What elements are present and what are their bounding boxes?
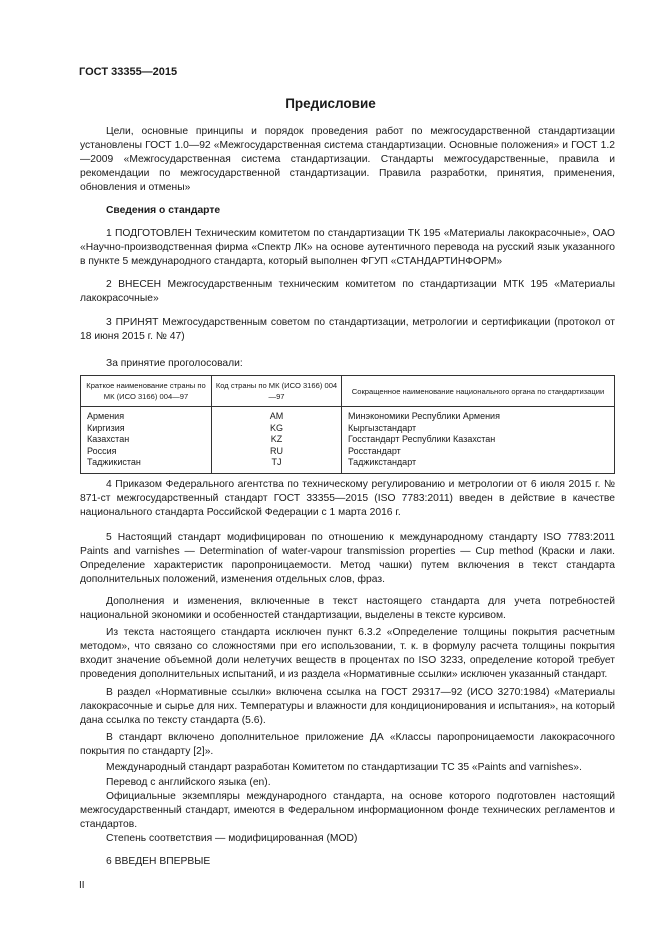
item-5-conformity-paragraph: Степень соответствия — модифицированная (MOD): [106, 833, 358, 844]
national-body-cell: Минэкономики Республики Армения: [342, 407, 615, 423]
vote-table: [80, 375, 615, 474]
item-5-additions-paragraph: Дополнения и изменения, включенные в текст настоящего стандарта для учета потребностей национальной экономики и особенностей стандартизации, выделены в тексте курсивом.: [80, 596, 615, 621]
country-code-cell: AM: [212, 407, 342, 423]
country-code-cell: KG: [212, 423, 342, 435]
page-title: Предисловие: [285, 96, 376, 111]
table-row: [81, 434, 615, 446]
item-1-paragraph: 1 ПОДГОТОВЛЕН Техническим комитетом по стандартизации ТК 195 «Материалы лакокрасочные», ОАО «Научно-производственная фирма «Спектр ЛК» на основе аутентичного перевода на русский язык указанного в пункте 5 международного стандарта, который выполнен ФГУП «СТАНДАРТИНФОРМ»: [80, 228, 615, 267]
item-5-official-copies-paragraph: Официальные экземпляры международного стандарта, на основе которого подготовлен настоящий межгосударственный стандарт, имеются в Федеральном информационном фонде технических регламентов и стандартов.: [80, 791, 615, 830]
section-heading: Сведения о стандарте: [106, 205, 221, 216]
item-5-exclusion-paragraph: Из текста настоящего стандарта исключен пункт 6.3.2 «Определение толщины покрытия расчетным методом», что связано со сложностями при его использовании, т. к. в формулу расчета толщины покрытия входит значение объемной доли нелетучих веществ в процентах по ISO 3233, определение которой требует проведения дополнительных испытаний, и из раздела «Нормативные ссылки» исключен указанный стандарт.: [80, 627, 615, 680]
header-country-code: Код страны по МК (ИСО 3166) 004—97: [212, 376, 342, 407]
country-code-cell: KZ: [212, 434, 342, 446]
item-5-paragraph: 5 Настоящий стандарт модифицирован по отношению к международному стандарту ISO 7783:2011 Paints and varnishes — Determination of water-vapour transmission properties — Cup method (Краски и лаки. Определение характеристик паропроницаемости. Метод чашки) путем включения в текст стандарта дополнительных положений, изменения отдельных слов, фраз.: [80, 532, 615, 585]
item-5-translation-paragraph: Перевод с английского языка (en).: [106, 777, 271, 788]
intro-paragraph: Цели, основные принципы и порядок проведения работ по межгосударственной стандартизации установлены ГОСТ 1.0—92 «Межгосударственная система стандартизации. Основные положения» и ГОСТ 1.2—2009 «Межгосударственная система стандартизации. Стандарты межгосударственные, правила и рекомендации по межгосударственной стандартизации. Правила разработки, принятия, применения, обновления и отмены»: [80, 126, 615, 193]
item-5-references-paragraph: В раздел «Нормативные ссылки» включена ссылка на ГОСТ 29317—92 (ИСО 3270:1984) «Материалы лакокрасочные и сырье для них. Температуры и влажности для кондиционирования и испытания», на который дана ссылка по тексту стандарта (5.6).: [80, 687, 615, 726]
item-3-paragraph: 3 ПРИНЯТ Межгосударственным советом по стандартизации, метрологии и сертификации (протокол от 18 июня 2015 г. № 47): [80, 317, 615, 342]
page-number: II: [79, 880, 85, 891]
item-6-paragraph: 6 ВВЕДЕН ВПЕРВЫЕ: [106, 856, 211, 867]
item-5-committee-paragraph: Международный стандарт разработан Комитетом по стандартизации ТС 35 «Paints and varnishes».: [106, 762, 582, 773]
table-row: [81, 407, 615, 423]
national-body-cell: Таджикстандарт: [342, 457, 615, 473]
national-body-cell: Госстандарт Республики Казахстан: [342, 434, 615, 446]
item-5-annex-paragraph: В стандарт включено дополнительное приложение ДА «Классы паропроницаемости лакокрасочного покрытия по стандарту [2]».: [80, 732, 615, 757]
country-name-cell: Армения: [81, 407, 212, 423]
table-row: [81, 457, 615, 473]
header-country-name: Краткое наименование страны по МК (ИСО 3166) 004—97: [81, 376, 212, 407]
country-code-cell: TJ: [212, 457, 342, 473]
vote-label: За принятие проголосовали:: [106, 358, 243, 369]
header-national-body: Сокращенное наименование национального органа по стандартизации: [342, 376, 615, 407]
vote-table-header: [81, 376, 615, 407]
country-name-cell: Таджикистан: [81, 457, 212, 473]
document-header-id: ГОСТ 33355—2015: [79, 66, 178, 78]
item-4-paragraph: 4 Приказом Федерального агентства по техническому регулированию и метрологии от 6 июля 2015 г. № 871-ст межгосударственный стандарт ГОСТ 33355—2015 (ISO 7783:2011) введен в действие в качестве национального стандарта Российской Федерации с 1 марта 2016 г.: [80, 479, 615, 518]
item-2-paragraph: 2 ВНЕСЕН Межгосударственным техническим комитетом по стандартизации МТК 195 «Материалы лакокрасочные»: [80, 279, 615, 304]
national-body-cell: Росстандарт: [342, 446, 615, 458]
table-row: [81, 423, 615, 435]
country-name-cell: Россия: [81, 446, 212, 458]
table-row: [81, 446, 615, 458]
national-body-cell: Кыргызстандарт: [342, 423, 615, 435]
country-name-cell: Киргизия: [81, 423, 212, 435]
country-code-cell: RU: [212, 446, 342, 458]
country-name-cell: Казахстан: [81, 434, 212, 446]
